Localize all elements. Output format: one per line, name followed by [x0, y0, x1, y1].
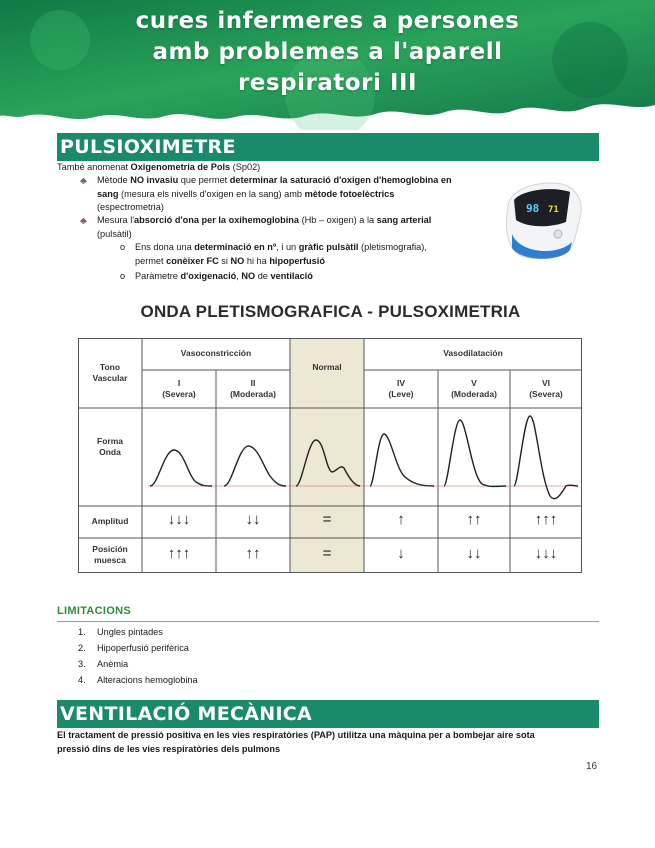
- col-header-V: V (Moderada): [451, 378, 497, 399]
- list-item: Ungles pintades: [97, 627, 163, 637]
- posicion-value: ↓↓↓: [534, 545, 558, 562]
- list-item: Anèmia: [97, 659, 129, 669]
- circle-bullet-icon: o: [120, 242, 126, 252]
- vasoconstriccion-header: Vasoconstricción: [180, 348, 252, 358]
- amplitud-value: ↓↓↓: [167, 511, 191, 528]
- circle-bullet-icon: o: [120, 271, 126, 281]
- limitacions-title: LIMITACIONS: [57, 605, 131, 617]
- amplitud-value: ↑↑: [466, 511, 482, 528]
- pulse-oximeter-image: [500, 176, 585, 266]
- normal-header: Normal: [312, 362, 342, 372]
- amplitud-value: =: [322, 511, 332, 528]
- bullet-1: Mètode NO invasiu que permet determinar la saturació d'oxigen d'hemoglobina en sang (mesura els nivells d'oxigen en la sang) amb mètode fotoelèctrics (espectrometria): [97, 175, 452, 212]
- sub-bullet-1: Ens dona una determinació en nº, i un gràfic pulsàtil (pletismografia), permet conèixer FC si NO hi ha hipoperfusió: [135, 242, 427, 266]
- page-title: cures infermeres a persones amb problemes a l'aparell respiratori III: [135, 8, 520, 96]
- amplitud-value: ↑↑↑: [534, 511, 558, 528]
- posicion-value: ↑↑: [245, 545, 261, 562]
- posicion-value: =: [322, 545, 332, 562]
- pr-readout: 71: [548, 205, 559, 215]
- bullet-icon: [80, 177, 87, 184]
- list-number: 1.: [78, 627, 86, 637]
- posicion-muesca-label: Posición muesca: [92, 544, 128, 565]
- bullet-icon: [80, 217, 87, 224]
- tono-vascular-label: Tono Vascular: [92, 362, 128, 383]
- vasodilatacion-header: Vasodilatación: [443, 348, 503, 358]
- amplitud-label: Amplitud: [91, 516, 129, 526]
- figure-table-grid: [78, 300, 583, 575]
- col-header-I: I (Severa): [162, 378, 196, 399]
- divider: [57, 621, 599, 622]
- list-number: 3.: [78, 659, 86, 669]
- posicion-value: ↑↑↑: [167, 545, 191, 562]
- figure-title: ONDA PLETISMOGRAFICA - PULSOXIMETRIA: [140, 302, 521, 321]
- header-banner: [0, 0, 655, 130]
- list-item: Alteracions hemoglobina: [97, 675, 198, 685]
- amplitud-value: ↑: [397, 511, 405, 528]
- section-title-ventilacio: VENTILACIÓ MECÀNICA: [57, 700, 599, 728]
- pletismografia-figure: [78, 300, 583, 575]
- ventilacio-paragraph: El tractament de pressió positiva en les vies respiratòries (PAP) utilitza una màquina per a bombejar aire sota pressió dins de les vies respiratòries dels pulmons: [57, 730, 535, 754]
- col-header-II: II (Moderada): [230, 378, 276, 399]
- section-title-pulsioximetre: PULSIOXIMETRE: [57, 133, 599, 161]
- list-number: 2.: [78, 643, 86, 653]
- forma-onda-label: Forma Onda: [97, 436, 123, 457]
- page-number: 16: [586, 761, 598, 772]
- col-header-VI: VI (Severa): [529, 378, 563, 399]
- sub-bullet-2: Paràmetre d'oxigenació, NO de ventilació: [135, 271, 313, 281]
- amplitud-value: ↓↓: [245, 511, 261, 528]
- posicion-value: ↓: [397, 545, 405, 562]
- posicion-value: ↓↓: [466, 545, 482, 562]
- col-header-IV: IV (Leve): [388, 378, 414, 399]
- bullet-2: Mesura l'absorció d'ona per la oxihemoglobina (Hb – oxigen) a la sang arterial (pulsàtil): [97, 215, 432, 239]
- list-item: Hipoperfusió perifèrica: [97, 643, 189, 653]
- spo2-readout: 98: [526, 202, 540, 215]
- list-number: 4.: [78, 675, 86, 685]
- intro-text: També anomenat Oxigenometria de Pols (Sp02): [57, 162, 261, 172]
